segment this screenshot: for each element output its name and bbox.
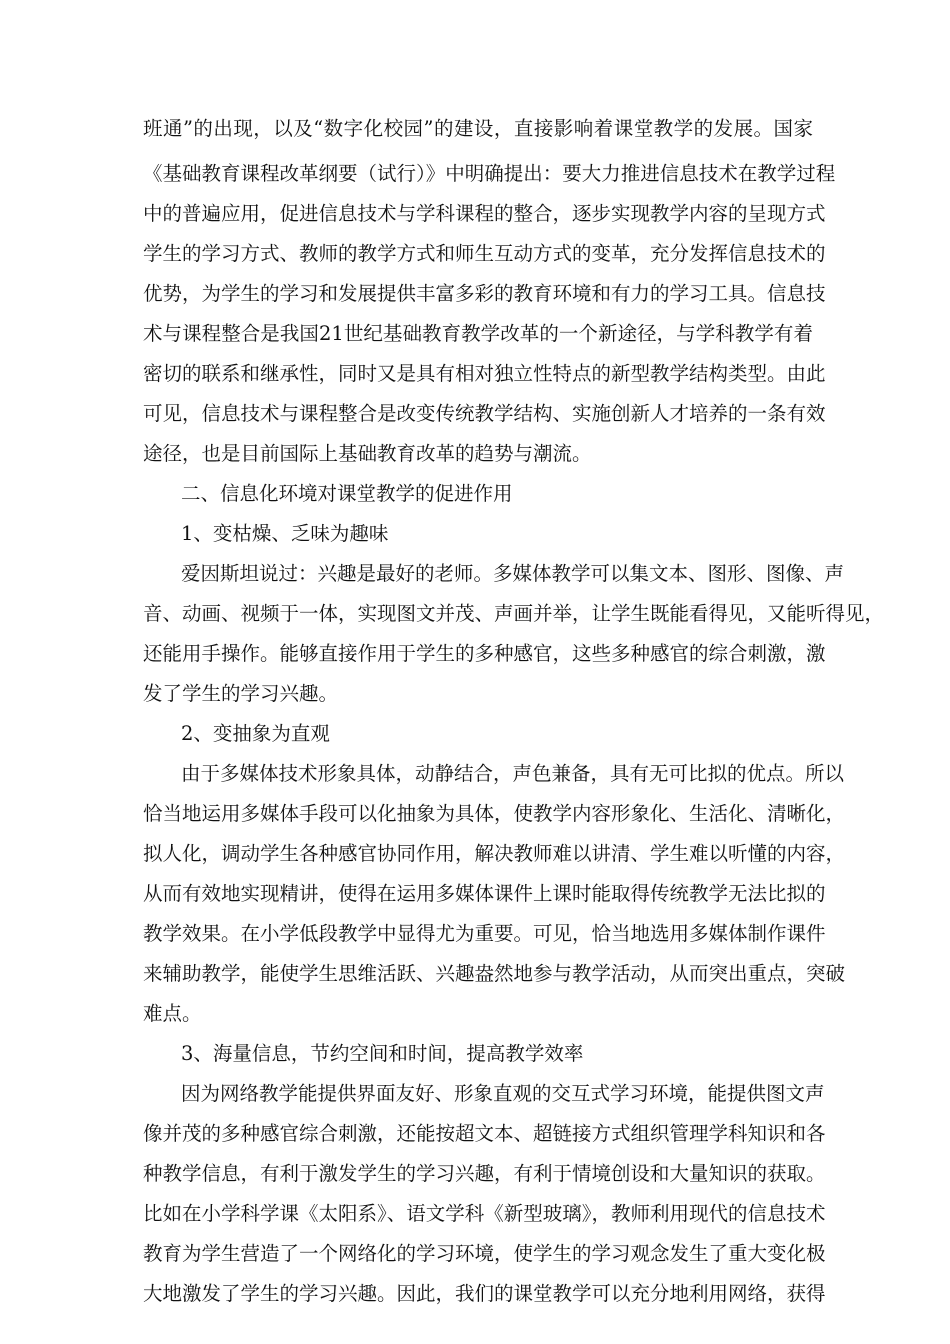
body-text-line: 比如在小学科学课《太阳系》、语文学科《新型玻璃》，教师利用现代的信息技术 <box>143 1202 826 1225</box>
body-text-line: 从而有效地实现精讲，使得在运用多媒体课件上课时能取得传统教学无法比拟的 <box>143 882 826 905</box>
body-text-line: 可见，信息技术与课程整合是改变传统教学结构、实施创新人才培养的一条有效 <box>143 402 826 425</box>
body-text-line: 密切的联系和继承性，同时又是具有相对独立性特点的新型教学结构类型。由此 <box>143 362 826 385</box>
subsection-heading: 2、变抽象为直观 <box>181 722 330 745</box>
body-text-line: 教学效果。在小学低段教学中显得尤为重要。可见，恰当地选用多媒体制作课件 <box>143 922 826 945</box>
body-text-line: 《基础教育课程改革纲要（试行）》中明确提出：要大力推进信息技术在教学过程 <box>143 162 836 185</box>
body-text-line: 中的普遍应用，促进信息技术与学科课程的整合，逐步实现教学内容的呈现方式 <box>143 202 826 225</box>
body-text-line: 因为网络教学能提供界面友好、形象直观的交互式学习环境，能提供图文声 <box>181 1082 825 1105</box>
body-text-line: 班通”的出现，以及“数字化校园”的建设，直接影响着课堂教学的发展。国家 <box>143 117 813 140</box>
body-text-line: 像并茂的多种感官综合刺激，还能按超文本、超链接方式组织管理学科知识和各 <box>143 1122 826 1145</box>
body-text-line: 发了学生的学习兴趣。 <box>143 682 339 705</box>
body-text-line: 由于多媒体技术形象具体，动静结合，声色兼备，具有无可比拟的优点。所以 <box>181 762 845 785</box>
body-text-line: 还能用手操作。能够直接作用于学生的多种感官，这些多种感官的综合刺激，激 <box>143 642 826 665</box>
section-heading: 二、信息化环境对课堂教学的促进作用 <box>181 482 513 505</box>
subsection-heading: 1、变枯燥、乏味为趣味 <box>181 522 389 545</box>
body-text-line: 爱因斯坦说过：兴趣是最好的老师。多媒体教学可以集文本、图形、图像、声 <box>181 562 845 585</box>
body-text-line: 拟人化，调动学生各种感官协同作用，解决教师难以讲清、学生难以听懂的内容， <box>143 842 846 865</box>
body-text-line: 术与课程整合是我国21世纪基础教育教学改革的一个新途径，与学科教学有着 <box>143 322 813 345</box>
body-text-line: 教育为学生营造了一个网络化的学习环境，使学生的学习观念发生了重大变化极 <box>143 1242 826 1265</box>
body-text-line: 音、动画、视频于一体，实现图文并茂、声画并举，让学生既能看得见，又能听得见， <box>143 602 885 625</box>
body-text-line: 恰当地运用多媒体手段可以化抽象为具体，使教学内容形象化、生活化、清晰化， <box>143 802 846 825</box>
subsection-heading: 3、海量信息，节约空间和时间，提高教学效率 <box>181 1042 584 1065</box>
body-text-line: 大地激发了学生的学习兴趣。因此，我们的课堂教学可以充分地利用网络，获得 <box>143 1282 826 1305</box>
body-text-line: 学生的学习方式、教师的教学方式和师生互动方式的变革，充分发挥信息技术的 <box>143 242 826 265</box>
body-text-line: 途径，也是目前国际上基础教育改革的趋势与潮流。 <box>143 442 592 465</box>
body-text-line: 来辅助教学，能使学生思维活跃、兴趣盎然地参与教学活动，从而突出重点，突破 <box>143 962 846 985</box>
body-text-line: 种教学信息，有利于激发学生的学习兴趣，有利于情境创设和大量知识的获取。 <box>143 1162 826 1185</box>
body-text-line: 难点。 <box>143 1002 202 1025</box>
body-text-line: 优势，为学生的学习和发展提供丰富多彩的教育环境和有力的学习工具。信息技 <box>143 282 826 305</box>
